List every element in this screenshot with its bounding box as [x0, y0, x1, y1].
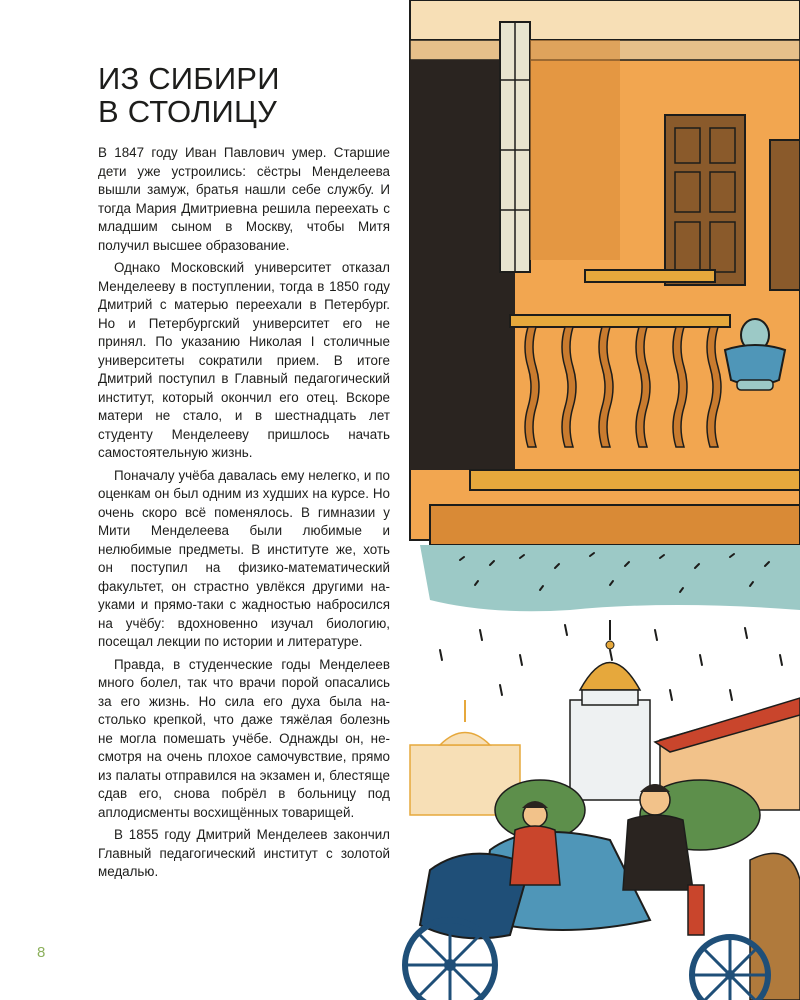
window [500, 22, 620, 272]
sky-band [420, 545, 800, 611]
body-text [98, 144, 390, 886]
chapter-title-line-1: ИЗ СИБИРИ [98, 61, 280, 96]
page-number: 8 [37, 944, 46, 961]
illustration [370, 0, 800, 1000]
chapter-title-line-2: В СТОЛИЦУ [98, 94, 278, 129]
door [665, 115, 800, 290]
chapter-title [98, 62, 398, 128]
paragraph-3: Поначалу учёба давалась ему нелегко, и по оценкам он был одним из худших на курсе. Но очень скоро всё поменялось. В гимназии у Мити Менделеева были любимые и нелюбимые предметы. В институте же, хоть он поступил на физико-математический факультет, он страстно увлёкся другими науками и прямо-таки с жадностью набросился на учёбу: вдохновенно изучал биологию, посещал лекции по истории и литературе. [98, 467, 390, 649]
paragraph-4: Правда, в студенческие годы Менделеев много болел, так что врачи порой опасались за его жизнь. Но сила его духа была настолько крепкой, что даже тяжёлая болезнь не могла помешать учёбе. Однажды он, несмотря на очень плохое самочувствие, прямо из палаты отправился на экзамен и, блестяще сдав его, снова побрёл в больницу под аплодисменты восхищённых товарищей. [98, 656, 390, 820]
paragraph-5: В 1855 году Дмитрий Менделеев закончил Главный педагогический институт с золотой медалью. [98, 827, 390, 879]
paragraph-2: Однако Московский университет отказал Менделееву в поступлении, тогда в 1850 году Дмитрий с матерью переехали в Петербург. Но и Петербургский университет его не принял. По указанию Николая I столичные университеты сократили прием. В итоге Дмитрий поступил в Главный педагогический институт, который окончил его отец. Вскоре матери не стало, и в шестнадцать лет студенту Менделееву пришлось начать самостоятельную жизнь. [98, 260, 390, 460]
paragraph-1: В 1847 году Иван Павлович умер. Старшие дети уже устроились: сёстры Менделеева вышли замуж, братья нашли себе службу. И тогда Мария Дмитриевна решила переехать с младшим сыном в Москву, чтобы Митя получил высшее образование. [98, 145, 390, 253]
cityscape [410, 620, 800, 850]
